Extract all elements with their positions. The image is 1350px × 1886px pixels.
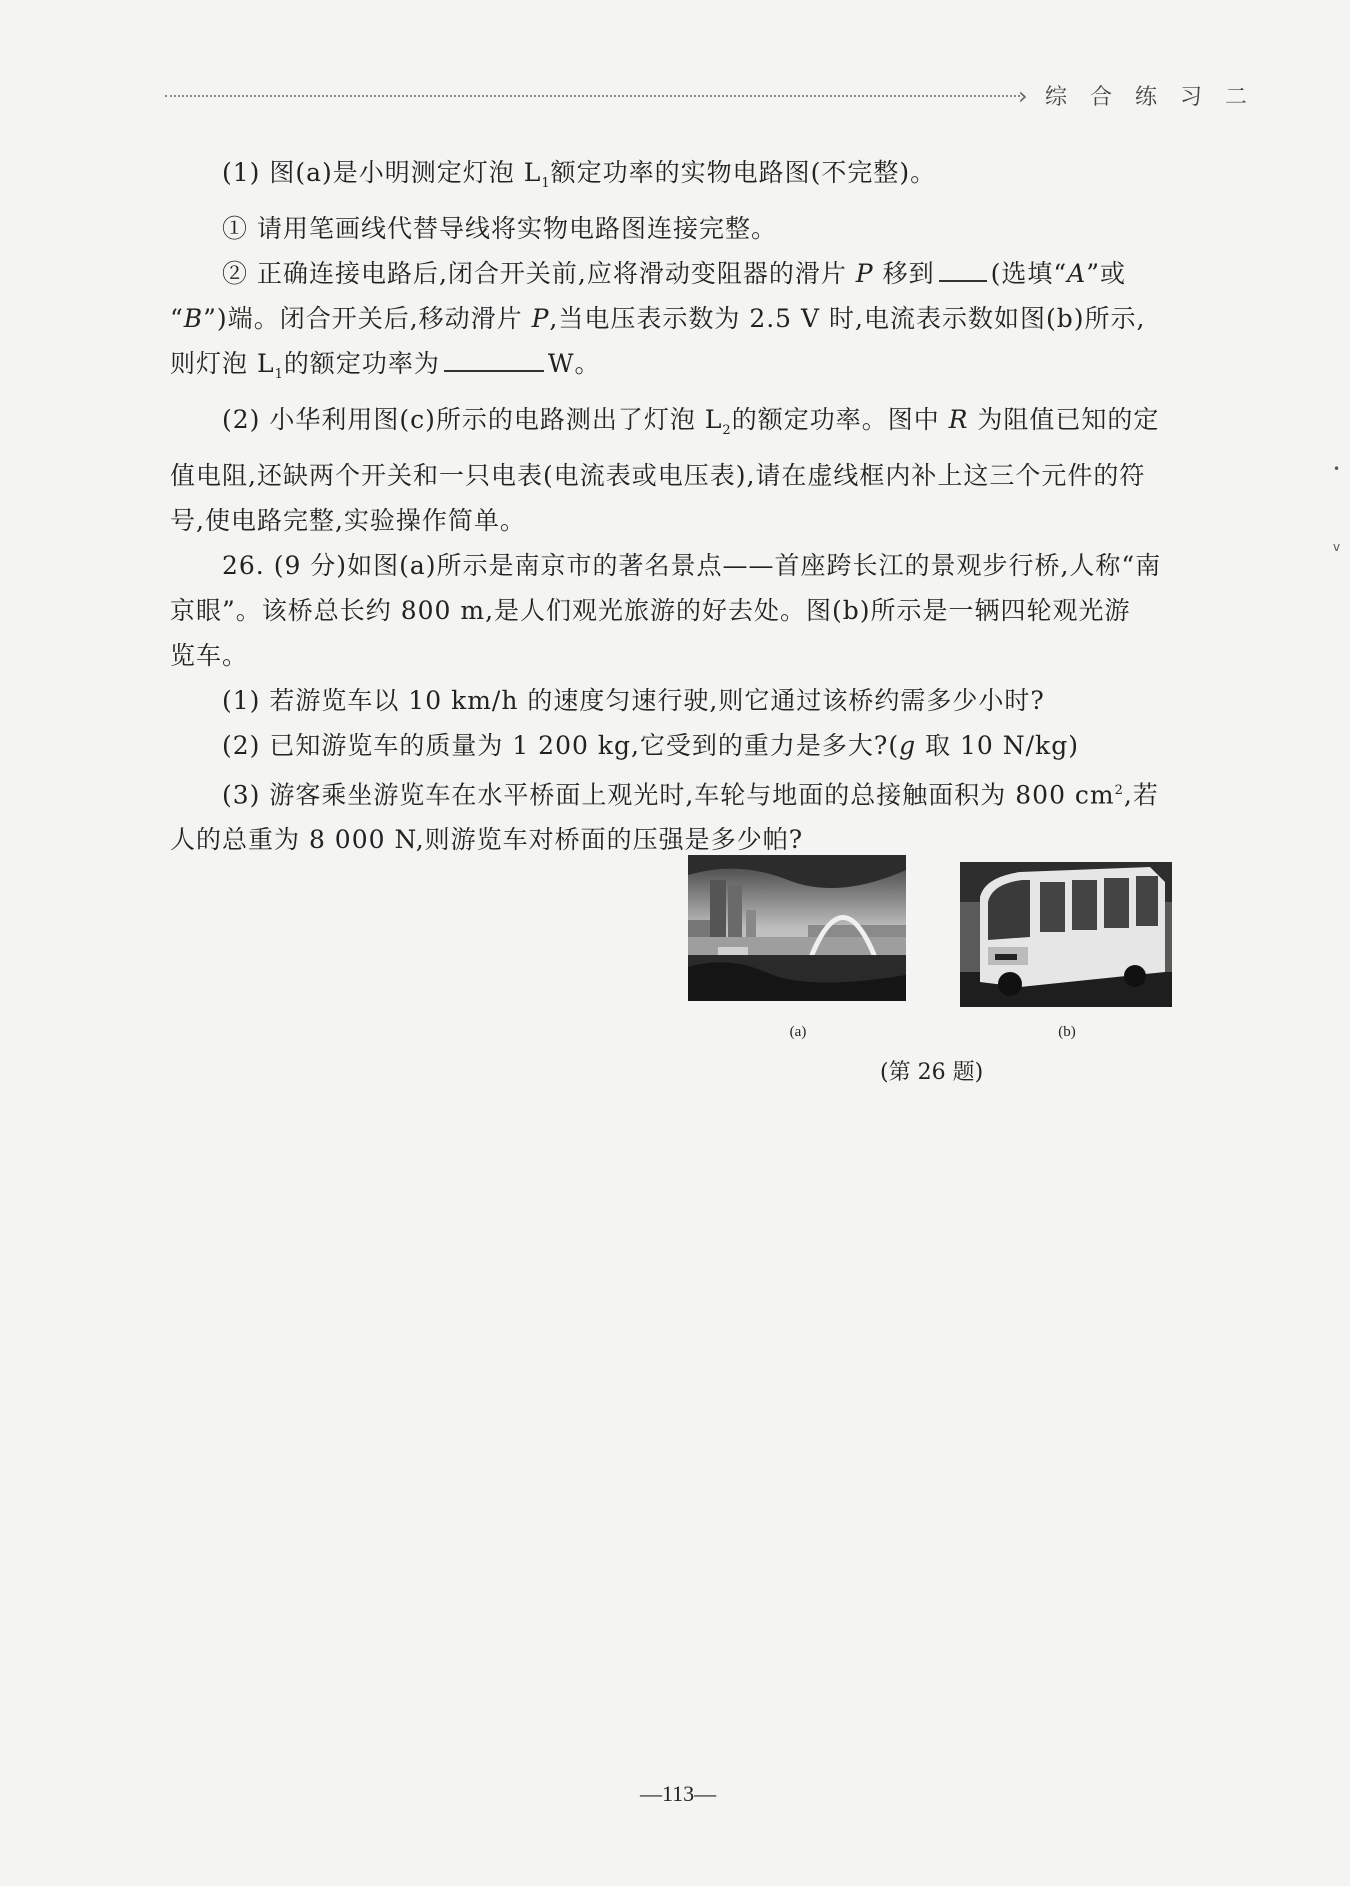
header-arrow-icon: › [1018, 82, 1028, 110]
bridge-photo-image [688, 855, 906, 1001]
page-number: —113— [640, 1781, 717, 1806]
margin-v-mark: v [1333, 540, 1341, 554]
paragraph-3: ② 正确连接电路后,闭合开关前,应将滑动变阻器的滑片 P 移到 (选填“A”或 [222, 259, 1126, 288]
paragraph-5: 则灯泡 $L_1$的额定功率为 W。 [170, 349, 601, 382]
answer-blank-2[interactable] [444, 348, 544, 372]
question-body [170, 150, 1190, 862]
header-dotted-rule [165, 95, 1020, 97]
question-26-intro: 26. (9 分)如图(a)所示是南京市的著名景点——首座跨长江的景观步行桥,人称“南 [222, 551, 1162, 580]
paragraph-6: (2) 小华利用图(c)所示的电路测出了灯泡 $L_2$的额定功率。图中 R 为阻值已知的定 [222, 405, 1160, 438]
paragraph-8: 号,使电路完整,实验操作简单。 [170, 506, 526, 535]
answer-blank-1[interactable] [939, 258, 987, 282]
paragraph-7: 值电阻,还缺两个开关和一只电表(电流表或电压表),请在虚线框内补上这三个元件的符 [170, 461, 1146, 490]
figure-a-label: (a) [789, 1024, 807, 1040]
question-26-part-1: (1) 若游览车以 10 km/h 的速度匀速行驶,则它通过该桥约需多少小时? [222, 686, 1045, 715]
figure-caption: (第 26 题) [880, 1060, 984, 1085]
figure-b-tour-car-photo [960, 862, 1172, 1007]
header-title: 综 合 练 习 二 [1045, 85, 1255, 110]
question-26-intro-3: 览车。 [170, 641, 249, 670]
question-26-part-3-cont: 人的总重为 8 000 N,则游览车对桥面的压强是多少帕? [170, 825, 804, 855]
question-26-intro-2: 京眼”。该桥总长约 800 m,是人们观光旅游的好去处。图(b)所示是一辆四轮观光游 [170, 596, 1131, 625]
tour-car-photo-image [960, 862, 1172, 1007]
margin-dot: • [1333, 462, 1341, 476]
question-26-part-3: (3) 游客乘坐游览车在水平桥面上观光时,车轮与地面的总接触面积为 800 $cm^2$,若 [222, 780, 1159, 810]
figure-b-label: (b) [1058, 1024, 1076, 1040]
paragraph-1: (1) 图(a)是小明测定灯泡 $L_1$额定功率的实物电路图(不完整)。 [222, 158, 937, 191]
paragraph-2: ① 请用笔画线代替导线将实物电路图连接完整。 [222, 214, 777, 243]
paragraph-4: “B”)端。闭合开关后,移动滑片 P,当电压表示数为 2.5 V 时,电流表示数如图(b)所示, [170, 304, 1146, 333]
figure-a-bridge-photo [688, 855, 906, 1001]
question-26-part-2: (2) 已知游览车的质量为 1 200 kg,它受到的重力是多大?(g 取 10 N/kg) [222, 731, 1079, 760]
